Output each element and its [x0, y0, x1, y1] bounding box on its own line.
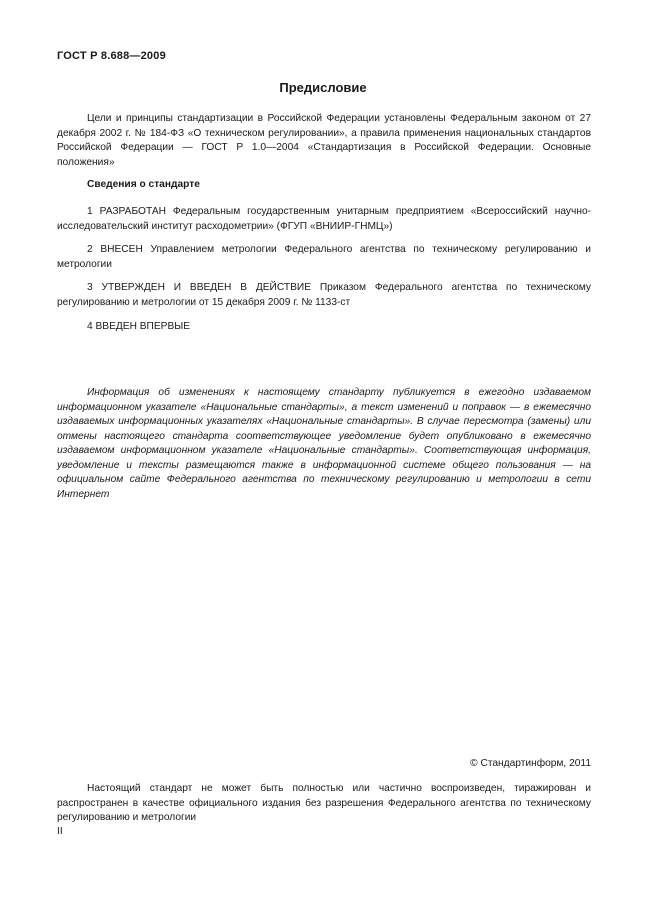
change-notice: Информация об изменениях к настоящему стандарту публикуется в ежегодно издаваемом информационном указателе «Национальные стандарты», а текст изменений и поправок — в ежемесячно издаваемых информационных указателях «Национальные стандарты». В случае пересмотра (замены) или отмены настоящего стандарта соответствующее уведомление будет опубликовано в ежемесячно издаваемом информационном указателе «Национальные стандарты». Соответствующая информация, уведомление и тексты размещаются также в информационной системе общего пользования — на официальном сайте Федерального агентства по техническому регулированию и метрологии в сети Интернет [57, 387, 591, 500]
page-number: II [57, 826, 63, 837]
document-code: ГОСТ Р 8.688—2009 [57, 50, 166, 62]
standard-info-item-1: 1 РАЗРАБОТАН Федеральным государственным унитарным предприятием «Всероссийский научно-исследовательский институт расходометрии» (ФГУП «ВНИИР-ГНМЦ») [57, 206, 591, 232]
standard-info-item-4: 4 ВВЕДЕН ВПЕРВЫЕ [87, 321, 191, 332]
reproduction-notice: Настоящий стандарт не может быть полностью или частично воспроизведен, тиражирован и распространен в качестве официального издания без разрешения Федерального агентства по техническому регулированию и метрологии [57, 783, 591, 823]
copyright-line: © Стандартинформ, 2011 [470, 758, 591, 769]
standard-info-item-3: 3 УТВЕРЖДЕН И ВВЕДЕН В ДЕЙСТВИЕ Приказом Федерального агентства по техническому регулированию и метрологии от 15 декабря 2009 г. № 1133-ст [57, 282, 591, 308]
foreword-title: Предисловие [279, 80, 367, 95]
standard-info-heading: Сведения о стандарте [87, 179, 200, 190]
foreword-intro: Цели и принципы стандартизации в Российской Федерации установлены Федеральным законом от 27 декабря 2002 г. № 184-ФЗ «О техническом регулировании», а правила применения национальных стандартов Российской Федерации — ГОСТ Р 1.0—2004 «Стандартизация в Российской Федерации. Основные положения» [57, 113, 591, 168]
standard-info-item-2: 2 ВНЕСЕН Управлением метрологии Федерального агентства по техническому регулированию и метрологии [57, 244, 591, 270]
